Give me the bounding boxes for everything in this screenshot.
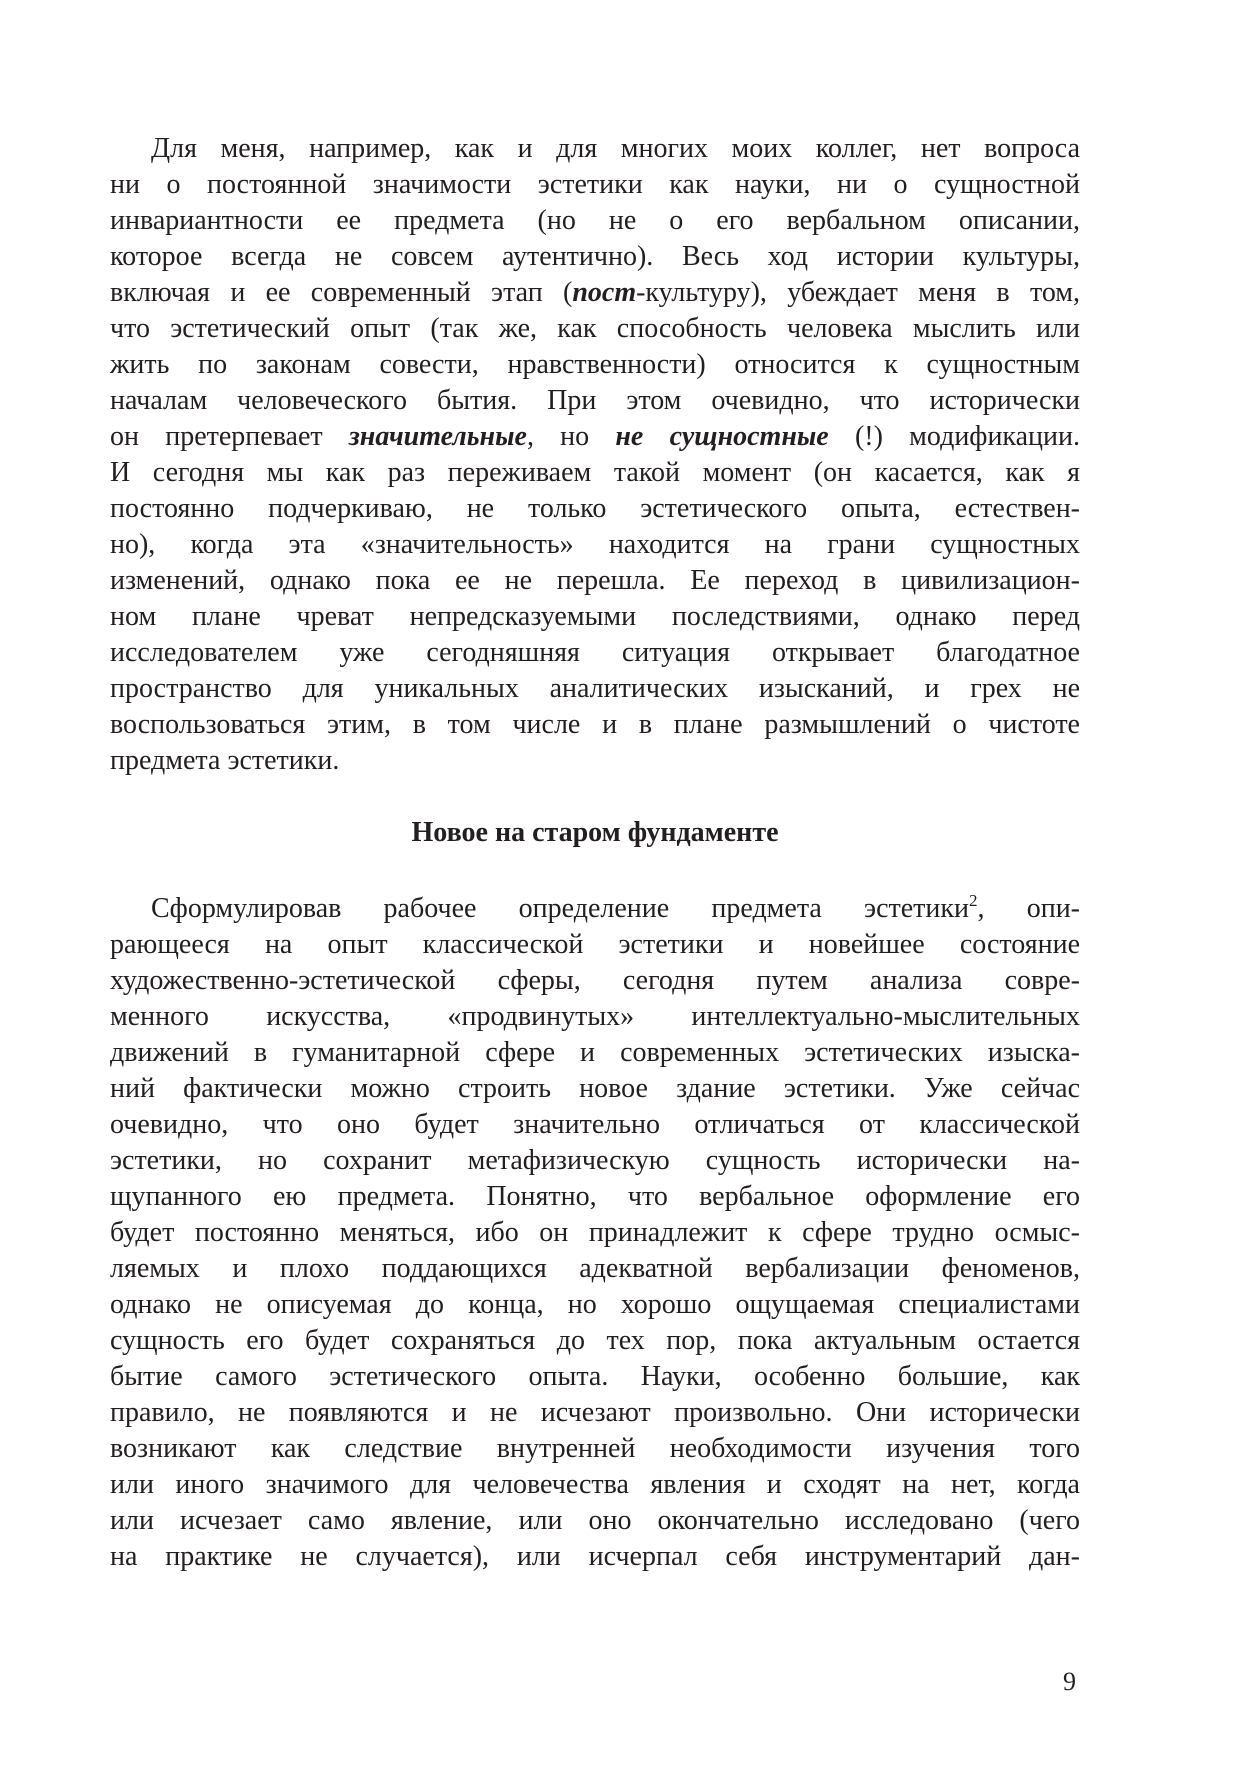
text-line: щупанного ею предмета. Понятно, что вербальное оформление его — [110, 1181, 1080, 1212]
text-segment: включая и ее современный этап ( — [110, 277, 573, 308]
text-line: воспользоваться этим, в том числе и в плане размышлений о чистоте — [110, 709, 1080, 740]
text-line: очевидно, что оно будет значительно отличаться от классической — [110, 1109, 1080, 1140]
text-line: на практике не случается), или исчерпал себя инструментарий дан- — [110, 1541, 1080, 1572]
text-line: эстетики, но сохранит метафизическую сущность исторически на- — [110, 1145, 1080, 1176]
page-number: 9 — [1063, 1667, 1076, 1696]
text-segment: -культуру), убеждает меня в том, — [636, 277, 1081, 308]
footnote-marker[interactable]: 2 — [968, 891, 978, 910]
text-line: возникают как следствие внутренней необходимости изучения того — [110, 1433, 1080, 1464]
text-line: правило, не появляются и не исчезают произвольно. Они исторически — [110, 1397, 1080, 1428]
text-line: которое всегда не совсем аутентично). Весь ход истории культуры, — [110, 241, 1080, 272]
text-line: будет постоянно меняться, ибо он принадлежит к сфере трудно осмыс- — [110, 1217, 1080, 1248]
text-segment: , но — [526, 421, 616, 452]
text-line: но), когда эта «значительность» находится на грани сущностных — [110, 529, 1080, 560]
text-line: жить по законам совести, нравственности) относится к сущностным — [110, 349, 1080, 380]
text-line: ний фактически можно строить новое здание эстетики. Уже сейчас — [110, 1073, 1080, 1104]
text-line: ном плане чреват непредсказуемыми последствиями, однако перед — [110, 601, 1080, 632]
text-line: Для меня, например, как и для многих моих коллег, нет вопроса — [151, 133, 1080, 164]
text-line: движений в гуманитарной сфере и современных эстетических изыска- — [110, 1037, 1080, 1068]
text-line — [110, 275, 1080, 311]
text-line: рающееся на опыт классической эстетики и новейшее состояние — [110, 929, 1080, 960]
text-line — [110, 419, 1080, 455]
text-line: ляемых и плохо поддающихся адекватной вербализации феноменов, — [110, 1253, 1080, 1284]
text-segment: Сформулировав рабочее определение предмета эстетики — [151, 893, 969, 924]
text-line: однако не описуемая до конца, но хорошо ощущаемая специалистами — [110, 1289, 1080, 1320]
text-segment: он претерпевает — [110, 421, 349, 452]
text-line: что эстетический опыт (так же, как способность человека мыслить или — [110, 313, 1080, 344]
text-line: ни о постоянной значимости эстетики как науки, ни о сущностной — [110, 169, 1080, 200]
text-line: пространство для уникальных аналитических изысканий, и грех не — [110, 673, 1080, 704]
paragraph-2 — [110, 891, 1080, 1575]
text-line: бытие самого эстетического опыта. Науки, особенно большие, как — [110, 1361, 1080, 1392]
section-heading: Новое на старом фундаменте — [411, 817, 779, 848]
paragraph-1 — [110, 131, 1080, 779]
text-line: инвариантности ее предмета (но не о его вербальном описании, — [110, 205, 1080, 236]
text-line: или исчезает само явление, или оно окончательно исследовано (чего — [110, 1505, 1080, 1536]
text-line: предмета эстетики. — [110, 745, 340, 776]
emphasis-not-essential: не сущностные — [615, 421, 829, 452]
text-line: изменений, однако пока ее не перешла. Ее переход в цивилизацион- — [110, 565, 1080, 596]
text-line: или иного значимого для человечества явления и сходят на нет, когда — [110, 1469, 1080, 1500]
text-line: И сегодня мы как раз переживаем такой момент (он касается, как я — [110, 457, 1080, 488]
text-line: художественно-эстетической сферы, сегодня путем анализа совре- — [110, 965, 1080, 996]
emphasis-significant: значительные — [348, 421, 527, 452]
text-line: менного искусства, «продвинутых» интеллектуально-мыслительных — [110, 1001, 1080, 1032]
text-line: исследователем уже сегодняшняя ситуация открывает благодатное — [110, 637, 1080, 668]
text-line: началам человеческого бытия. При этом очевидно, что исторически — [110, 385, 1080, 416]
text-line: сущность его будет сохраняться до тех пор, пока актуальным остается — [110, 1325, 1080, 1356]
text-segment: (!) модификации. — [828, 421, 1080, 452]
text-line — [110, 891, 1080, 927]
emphasis-post: пост — [572, 277, 637, 308]
text-line: постоянно подчеркиваю, не только эстетического опыта, естествен- — [110, 493, 1080, 524]
text-segment: , опи- — [977, 893, 1080, 924]
